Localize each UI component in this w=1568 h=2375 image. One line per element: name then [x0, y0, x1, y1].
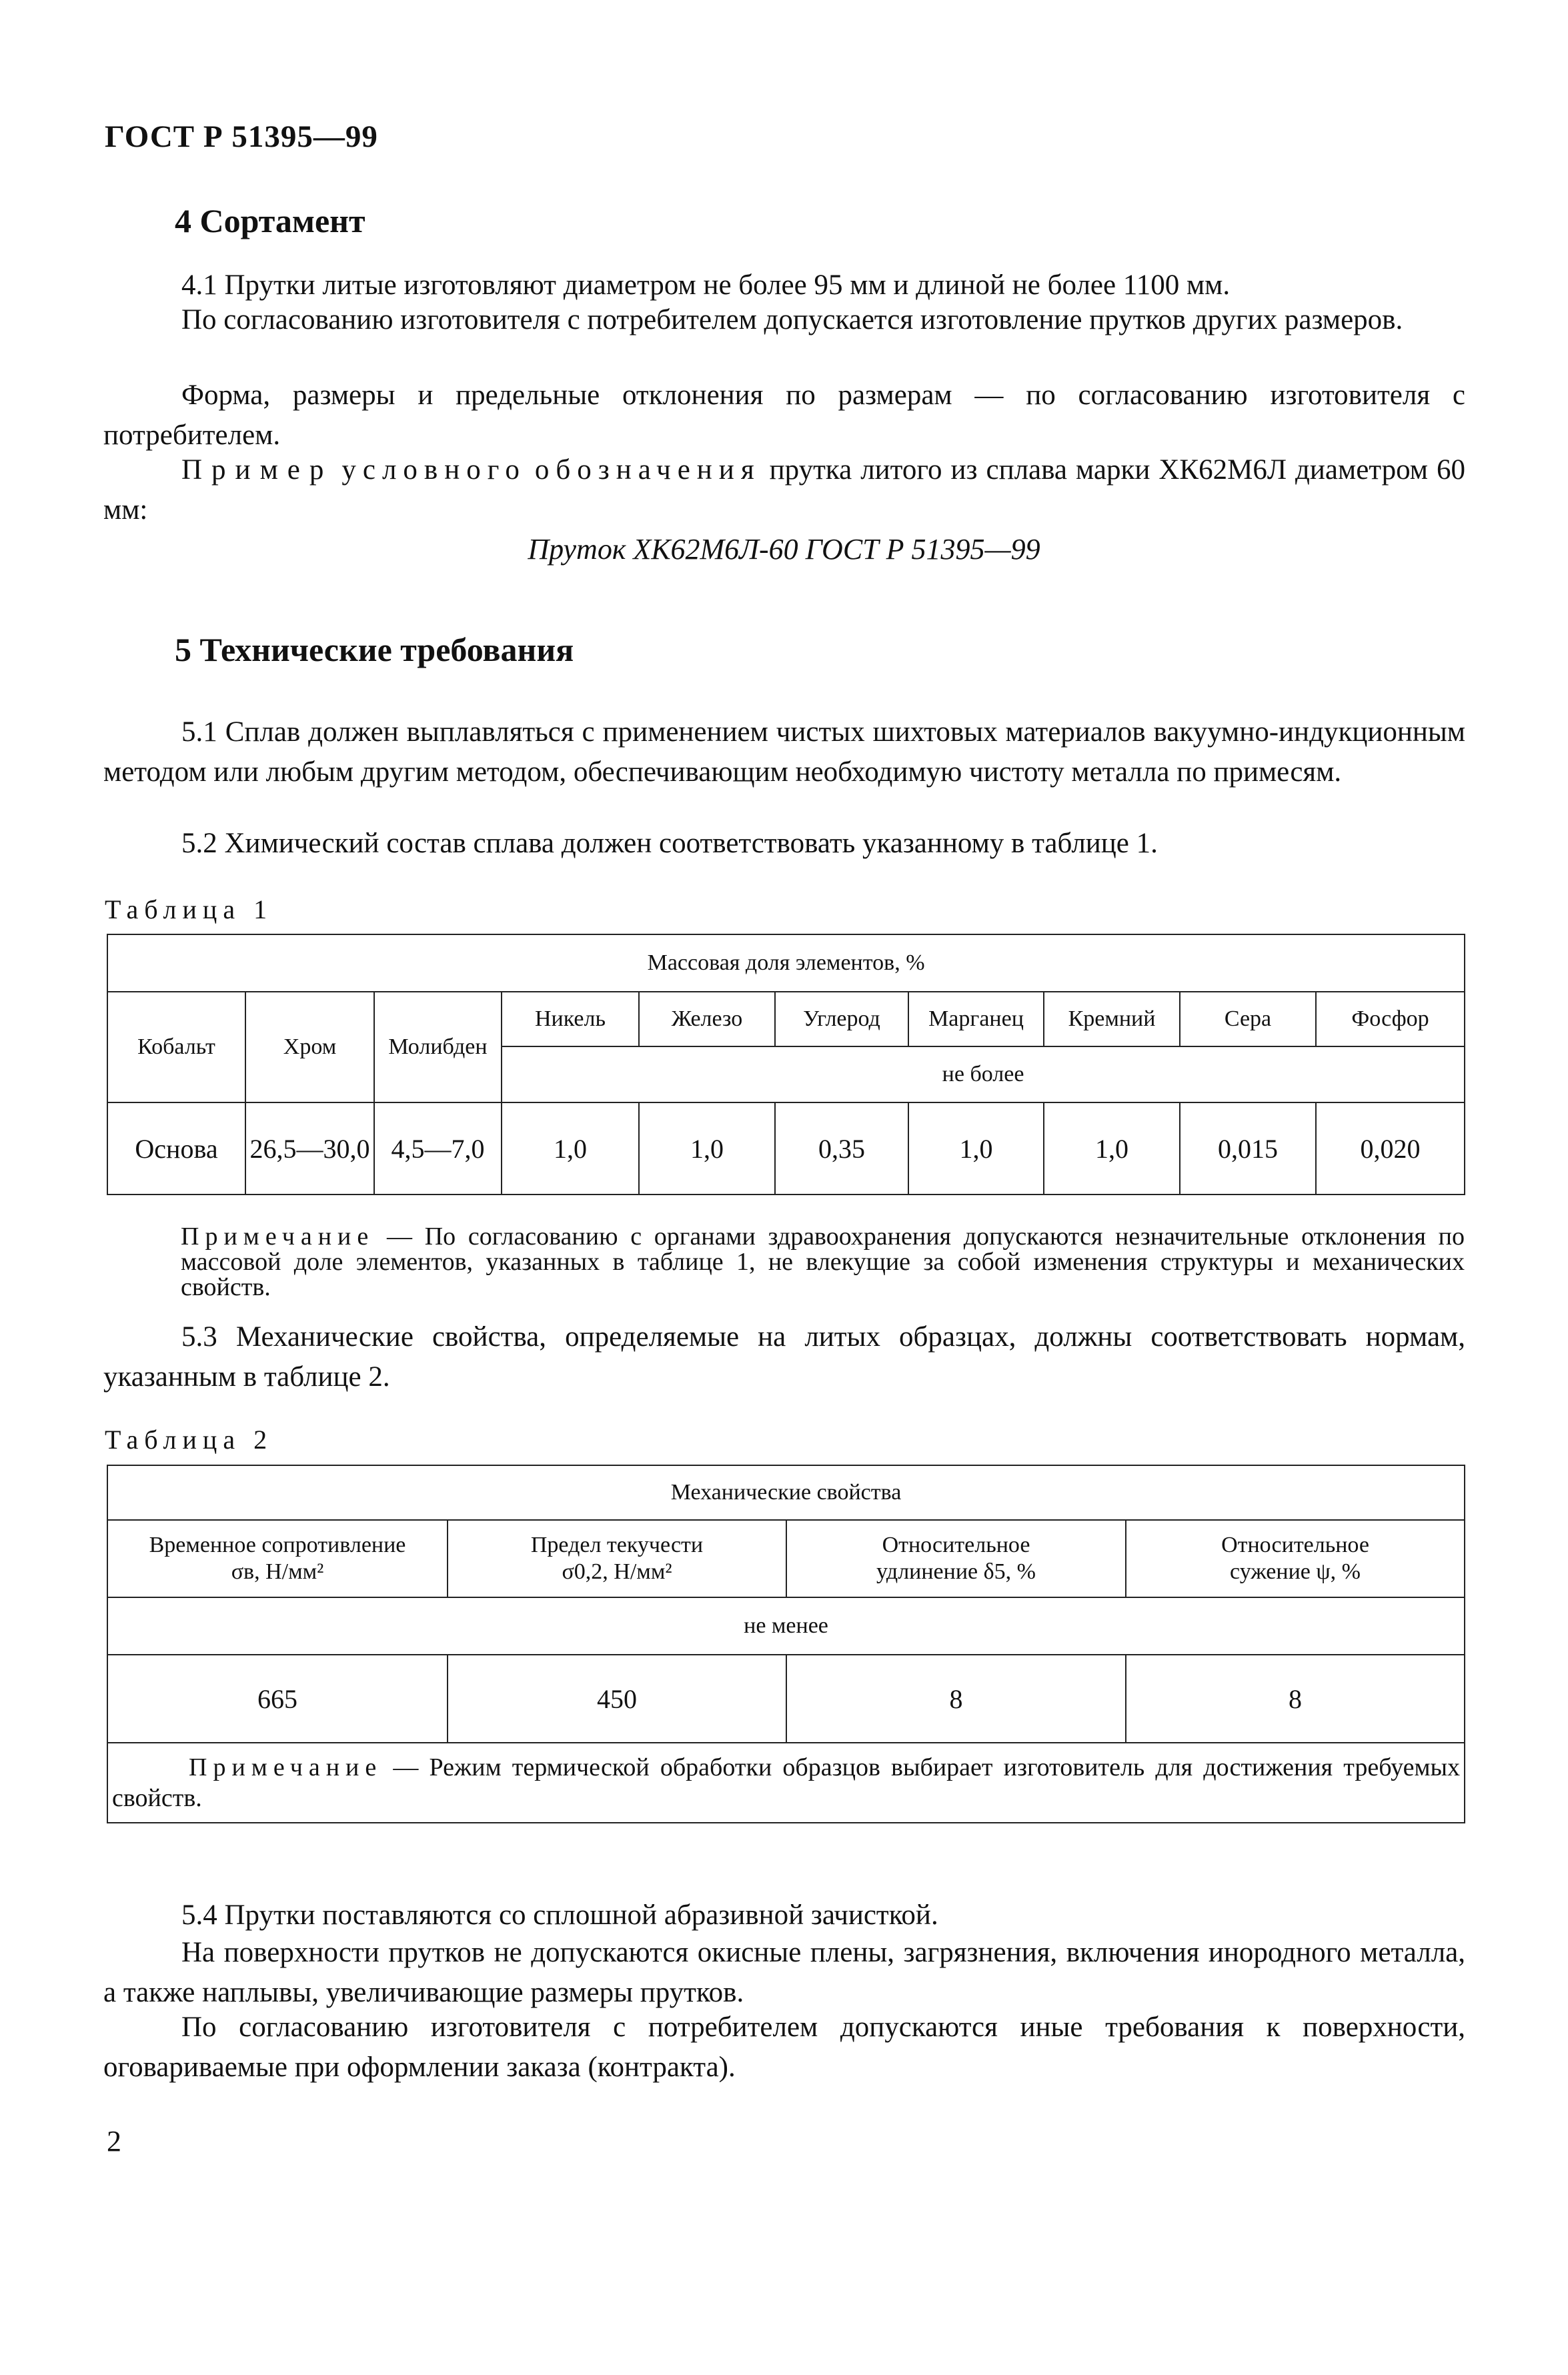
- table-1-note-label: Примечание: [181, 1223, 375, 1251]
- table-1-header-molybdenum: Молибден: [374, 992, 502, 1102]
- example-designation-paragraph: [103, 450, 1465, 530]
- table-1-note-text: — По согласованию с органами здравоохранения допускаются незначительные отклонения по массовой доле элементов, указанных в таблице 1, не влекущие за собой изменения структуры и механических свойств.: [181, 1223, 1465, 1301]
- example-rest: прутка литого из сплава марки ХК62М6Л диаметром 60 мм:: [103, 454, 1466, 526]
- paragraph-4-1-sizes: По согласованию изготовителя с потребителем допускается изготовление прутков других размеров.: [181, 304, 1403, 335]
- table-1-header-phosphorus: Фосфор: [1316, 992, 1465, 1046]
- page-number: 2: [107, 2125, 121, 2158]
- example-label-1: Пример: [181, 454, 333, 486]
- table-2-note-text: — Режим термической обработки образцов выбирает изготовитель для достижения требуемых свойств.: [112, 1753, 1461, 1812]
- table-2-header-tensile-strength: [107, 1520, 448, 1597]
- table-1-cell: 1,0: [639, 1102, 775, 1195]
- table-1-header-carbon: Углерод: [775, 992, 908, 1046]
- table-2-header-yield-strength: [448, 1520, 786, 1597]
- table-1-cell: 4,5—7,0: [374, 1102, 502, 1195]
- example-designation-code: Пруток ХК62М6Л-60 ГОСТ Р 51395—99: [528, 533, 1040, 566]
- table-2-header-line: удлинение δ5, %: [876, 1559, 1036, 1584]
- paragraph-5-1: 5.1 Сплав должен выплавляться с применением чистых шихтовых материалов вакуумно-индукционным методом или любым другим методом, обеспечивающим необходимую чистоту металла по примесям.: [103, 716, 1465, 788]
- table-1-cell: Основа: [107, 1102, 245, 1195]
- table-1-chemical-composition: [107, 934, 1465, 1195]
- table-2-note: [107, 1743, 1465, 1823]
- table-2-cell: 8: [786, 1655, 1126, 1743]
- table-2-cell: 450: [448, 1655, 786, 1743]
- table-1-cell: 1,0: [502, 1102, 639, 1195]
- table-1-cell: 26,5—30,0: [245, 1102, 374, 1195]
- table-1-cell: 0,020: [1316, 1102, 1465, 1195]
- table-1-cell: 1,0: [1044, 1102, 1180, 1195]
- table-2-header-line: сужение ψ, %: [1230, 1559, 1361, 1584]
- paragraph-5-4-surface: На поверхности прутков не допускаются окисные плены, загрязнения, включения инородного металла, а также наплывы, увеличивающие размеры прутков.: [103, 1937, 1465, 2008]
- table-1-header-manganese: Марганец: [908, 992, 1044, 1046]
- table-2-header-line: Временное сопротивление: [149, 1533, 406, 1557]
- table-1-caption: Таблица 1: [105, 894, 273, 924]
- table-2-header-reduction: [1126, 1520, 1465, 1597]
- table-1-header-silicon: Кремний: [1044, 992, 1180, 1046]
- table-2-header-line: Относительное: [1221, 1533, 1369, 1557]
- paragraph-4-1: 4.1 Прутки литые изготовляют диаметром не более 95 мм и длиной не более 1100 мм.: [181, 269, 1231, 301]
- table-2-header-line: σв, Н/мм²: [231, 1559, 324, 1584]
- section-5-heading: 5 Технические требования: [175, 631, 574, 668]
- table-1-header-sulfur: Сера: [1180, 992, 1316, 1046]
- paragraph-4-1-tolerances: Форма, размеры и предельные отклонения по размерам — по согласованию изготовителя с потребителем.: [103, 379, 1465, 451]
- table-2-header-elongation: [786, 1520, 1126, 1597]
- section-4-heading: 4 Сортамент: [175, 202, 365, 239]
- paragraph-5-2: 5.2 Химический состав сплава должен соответствовать указанному в таблице 1.: [181, 828, 1158, 859]
- paragraph-5-4: 5.4 Прутки поставляются со сплошной абразивной зачисткой.: [181, 1899, 938, 1931]
- table-1-note: [181, 1224, 1465, 1300]
- table-2-group-header: Механические свойства: [107, 1465, 1465, 1520]
- table-1-header-nickel: Никель: [502, 992, 639, 1046]
- example-label-3: обозначения: [534, 454, 761, 486]
- table-2-cell: 8: [1126, 1655, 1465, 1743]
- table-2-cell: 665: [107, 1655, 448, 1743]
- document-code: ГОСТ Р 51395—99: [105, 119, 378, 154]
- table-1-header-iron: Железо: [639, 992, 775, 1046]
- table-2-header-line: σ0,2, Н/мм²: [562, 1559, 672, 1584]
- table-1-header-cobalt: Кобальт: [107, 992, 245, 1102]
- table-1-limit-label: не более: [502, 1046, 1465, 1102]
- table-2-caption: Таблица 2: [105, 1425, 273, 1455]
- table-2-mechanical-properties: [107, 1465, 1465, 1823]
- table-2-header-line: Предел текучести: [530, 1533, 704, 1557]
- paragraph-5-4-agreement: По согласованию изготовителя с потребителем допускаются иные требования к поверхности, оговариваемые при оформлении заказа (контракта).: [103, 2012, 1465, 2083]
- table-1-cell: 1,0: [908, 1102, 1044, 1195]
- table-1-cell: 0,35: [775, 1102, 908, 1195]
- table-2-limit-label: не менее: [107, 1597, 1465, 1655]
- table-1-group-header: Массовая доля элементов, %: [107, 934, 1465, 992]
- table-2-header-line: Относительное: [882, 1533, 1030, 1557]
- paragraph-5-3: 5.3 Механические свойства, определяемые на литых образцах, должны соответствовать нормам, указанным в таблице 2.: [103, 1321, 1465, 1393]
- table-1-cell: 0,015: [1180, 1102, 1316, 1195]
- table-1-header-chromium: Хром: [245, 992, 374, 1102]
- table-2-note-label: Примечание: [189, 1753, 383, 1781]
- example-label-2: условного: [341, 454, 526, 486]
